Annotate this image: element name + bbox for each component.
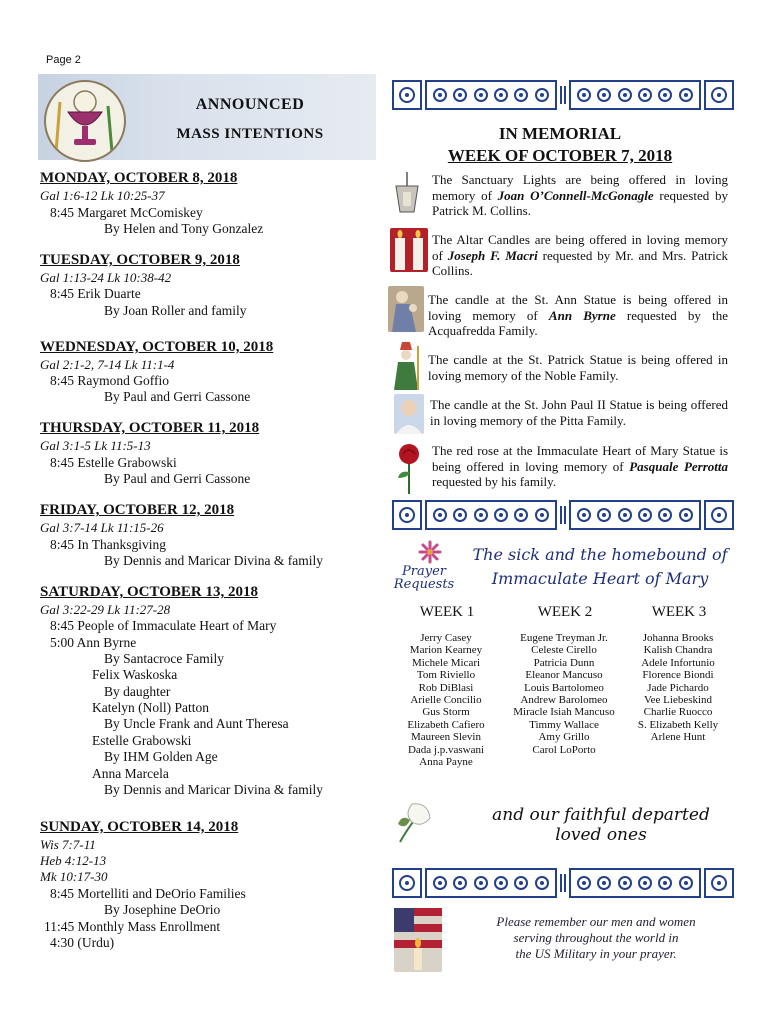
prayer-name: Amy Grillo (538, 731, 590, 744)
intention-line: By daughter (104, 684, 171, 699)
intention-line: 8:45 Mortelliti and DeOrio Families (50, 886, 246, 901)
reading-saturday: Gal 3:22-29 Lk 11:27-28 (40, 602, 171, 617)
prayer-name: Eleanor Mancuso (525, 669, 603, 682)
intention-line: 5:00 Ann Byrne (50, 635, 137, 650)
prayer-logo-text: Prayer Requests (393, 564, 455, 592)
red-rose-icon (394, 442, 424, 494)
faithful-departed-text: and our faithful departed loved ones (492, 805, 710, 845)
week-2-names (504, 632, 624, 756)
prayer-name: Louis Bartolomeo (524, 681, 604, 694)
prayer-name: Kalish Chandra (643, 644, 713, 657)
memorial-item: The red rose at the Immaculate Heart of Mary Statue is being offered in loving memory of Pasquale Perrotta requested by his family. (432, 443, 728, 489)
military-prayer-text: Please remember our men and women serving throughout the world in the US Military in your prayer. (496, 914, 696, 961)
week-3-names (618, 632, 738, 744)
header-mass-intentions: MASS INTENTIONS (176, 126, 324, 142)
prayer-name: Gus Storm (422, 706, 470, 719)
us-flag-candle-icon (394, 908, 442, 972)
intention-line: Estelle Grabowski (92, 733, 192, 748)
reading-sunday: Wis 7:7-11 (40, 837, 96, 852)
reading-friday: Gal 3:7-14 Lk 11:15-26 (40, 520, 164, 535)
prayer-name: Arlene Hunt (650, 731, 706, 744)
week-1-names (386, 632, 506, 768)
intention-line: By Uncle Frank and Aunt Theresa (104, 716, 289, 731)
prayer-name: Patricia Dunn (533, 656, 595, 669)
chalice-icon (44, 80, 126, 162)
memorial-title: IN MEMORIAL (498, 124, 622, 143)
intention-line: Katelyn (Noll) Patton (92, 700, 209, 715)
prayer-name: Rob DiBlasi (418, 681, 474, 694)
reading-tuesday: Gal 1:13-24 Lk 10:38-42 (40, 270, 172, 285)
intention-line: By Paul and Gerri Cassone (104, 389, 251, 404)
day-title-sunday: SUNDAY, OCTOBER 14, 2018 (40, 819, 239, 835)
prayer-name: Tom Riviello (416, 669, 476, 682)
intention-line: 8:45 Margaret McComiskey (50, 205, 203, 220)
intention-line: 8:45 Estelle Grabowski (50, 455, 177, 470)
day-title-tuesday: TUESDAY, OCTOBER 9, 2018 (40, 252, 240, 268)
memorial-item: The candle at the St. John Paul II Statue is being offered in loving memory of the Pitta Family. (430, 397, 728, 428)
day-title-thursday: THURSDAY, OCTOBER 11, 2018 (40, 420, 260, 436)
memorial-item: The candle at the St. Ann Statue is being offered in loving memory of Ann Byrne requested by the Acquafredda Family. (428, 292, 728, 338)
intention-line: By IHM Golden Age (104, 749, 218, 764)
header-announced: ANNOUNCED (195, 96, 305, 113)
sanctuary-lamp-icon (390, 172, 424, 220)
day-title-wednesday: WEDNESDAY, OCTOBER 10, 2018 (40, 339, 274, 355)
intention-line: 11:45 Monthly Mass Enrollment (44, 919, 221, 934)
week-3-heading: WEEK 3 (651, 604, 707, 620)
intention-line: 4:30 (Urdu) (50, 935, 115, 950)
st-ann-statue-icon (388, 286, 424, 332)
decorative-border-strip (392, 80, 734, 110)
intention-line: Anna Marcela (92, 766, 169, 781)
reading-monday: Gal 1:6-12 Lk 10:25-37 (40, 188, 165, 203)
prayer-name: Carol LoPorto (532, 743, 596, 756)
decorative-border-strip (392, 500, 734, 530)
reading-thursday: Gal 3:1-5 Lk 11:5-13 (40, 438, 151, 453)
prayer-name: Arielle Concilio (410, 694, 482, 707)
intention-line: 8:45 Raymond Goffio (50, 373, 169, 388)
memorial-item: The Sanctuary Lights are being offered in loving memory of Joan O’Connell-McGonagle requested by Patrick M. Collins. (432, 172, 729, 218)
memorial-item: The Altar Candles are being offered in loving memory of Joseph F. Macri requested by Mr. and Mrs. Patrick Collins. (432, 232, 728, 278)
reading-wednesday: Gal 2:1-2, 7-14 Lk 11:1-4 (40, 357, 175, 372)
prayer-name: Jade Pichardo (647, 681, 709, 694)
intention-line: By Paul and Gerri Cassone (104, 471, 251, 486)
day-title-monday: MONDAY, OCTOBER 8, 2018 (40, 170, 238, 186)
prayer-name: Florence Biondi (642, 669, 714, 682)
prayer-name: Anna Payne (419, 756, 473, 769)
page-number: Page 2 (46, 54, 81, 66)
prayer-name: Celeste Cirello (531, 644, 597, 657)
intention-line: By Santacroce Family (104, 651, 224, 666)
prayer-name: Timmy Wallace (529, 718, 599, 731)
prayer-name: Jerry Casey (420, 632, 472, 644)
prayer-name: Charlie Ruocco (643, 706, 713, 719)
prayer-name: Dada j.p.vaswani (407, 743, 485, 756)
prayer-name: Miracle Isiah Mancuso (513, 706, 615, 719)
decorative-border-strip (392, 868, 734, 898)
week-2-heading: WEEK 2 (537, 604, 593, 620)
prayer-name: Michele Micari (411, 656, 481, 669)
prayer-name: Andrew Barolomeo (520, 694, 608, 707)
st-john-paul-ii-icon (394, 394, 424, 434)
intention-line: By Dennis and Maricar Divina & family (104, 553, 323, 568)
prayer-name: Elizabeth Cafiero (407, 718, 485, 731)
prayer-name: Adele Infortunio (641, 656, 715, 669)
intention-line: By Josephine DeOrio (104, 902, 221, 917)
memorial-item: The candle at the St. Patrick Statue is being offered in loving memory of the Noble Family. (428, 352, 728, 383)
prayer-name: Maureen Slevin (411, 731, 481, 744)
prayer-name: Johanna Brooks (642, 632, 714, 644)
intention-line: 8:45 People of Immaculate Heart of Mary (50, 618, 277, 633)
intention-line: Felix Waskoska (92, 667, 178, 682)
memorial-week: WEEK OF OCTOBER 7, 2018 (447, 146, 673, 165)
prayer-name: S. Elizabeth Kelly (637, 718, 719, 731)
reading-sunday: Mk 10:17-30 (40, 869, 108, 884)
intention-line: By Helen and Tony Gonzalez (104, 221, 264, 236)
prayer-name: Eugene Treyman Jr. (520, 632, 608, 644)
prayer-name: Vee Liebeskind (643, 694, 713, 707)
week-1-heading: WEEK 1 (419, 604, 475, 620)
intention-line: By Dennis and Maricar Divina & family (104, 782, 323, 797)
sick-homebound-title-2: Immaculate Heart of Mary (491, 569, 709, 588)
intention-line: 8:45 Erik Duarte (50, 286, 141, 301)
intention-line: By Joan Roller and family (104, 303, 247, 318)
intention-line: 8:45 In Thanksgiving (50, 537, 166, 552)
st-patrick-statue-icon (388, 340, 424, 390)
sick-homebound-title: The sick and the homebound of (472, 545, 728, 564)
day-title-friday: FRIDAY, OCTOBER 12, 2018 (40, 502, 235, 518)
lily-flower-icon (394, 798, 434, 846)
reading-sunday: Heb 4:12-13 (40, 853, 107, 868)
prayer-name: Marion Kearney (409, 644, 483, 657)
altar-candles-icon (390, 228, 428, 272)
day-title-saturday: SATURDAY, OCTOBER 13, 2018 (40, 584, 258, 600)
